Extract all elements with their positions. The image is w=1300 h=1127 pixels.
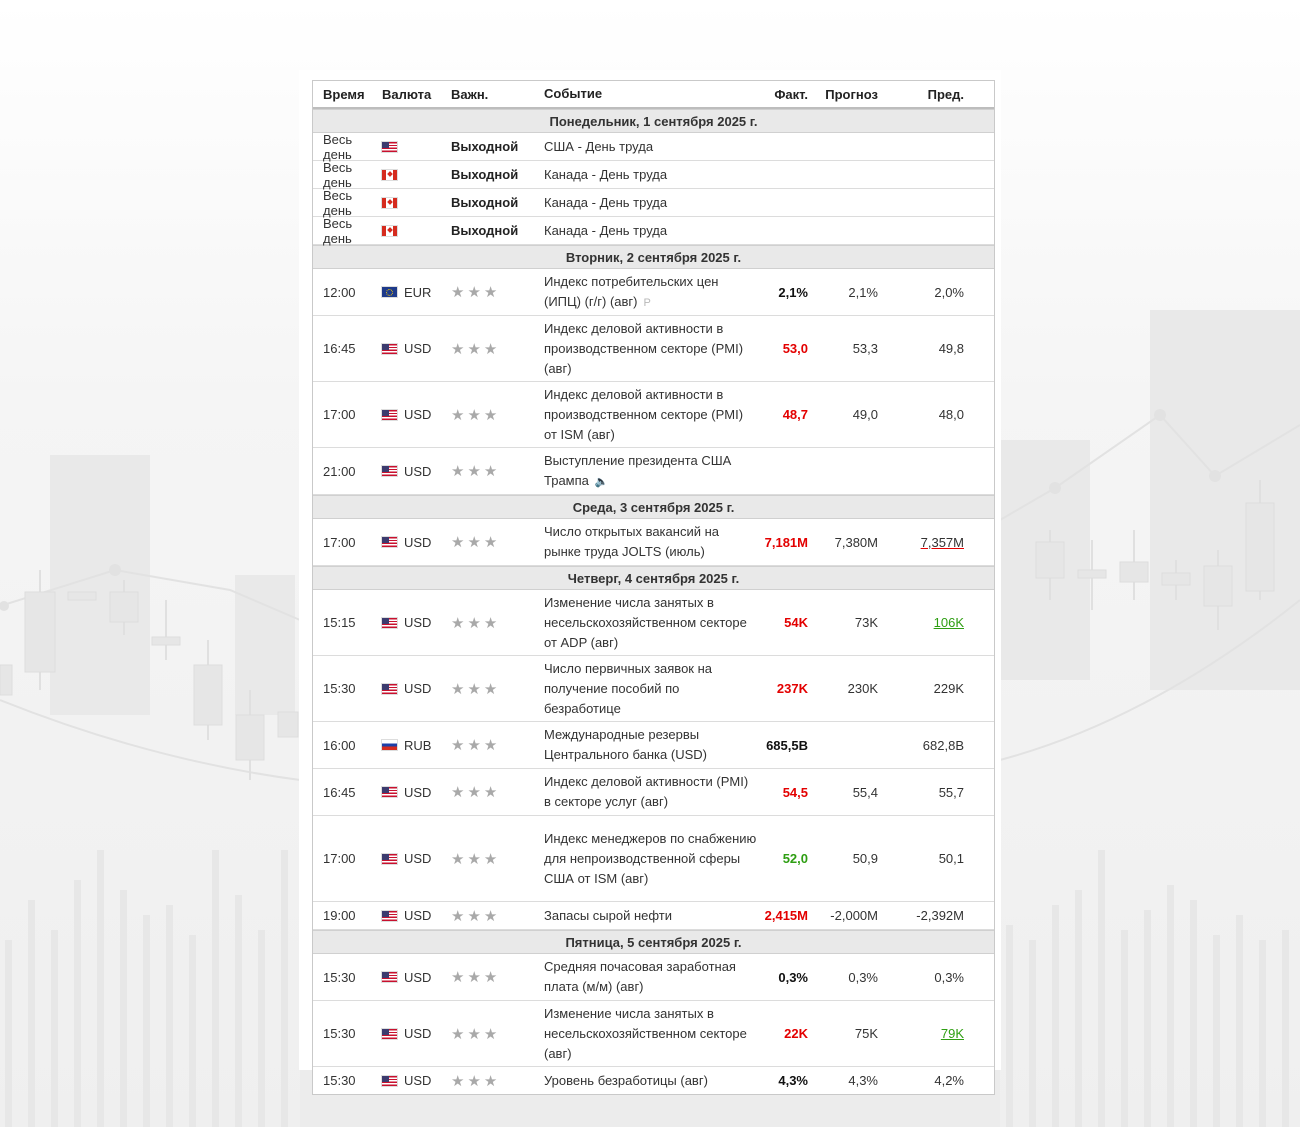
event-time: Весь день (323, 215, 353, 246)
event-currency (382, 285, 451, 300)
importance-stars (451, 340, 544, 358)
event-time: 16:00 (323, 737, 356, 753)
actual-value: 22K (784, 1026, 808, 1041)
forecast-value: 75K (854, 1026, 878, 1041)
event-name[interactable] (544, 829, 758, 889)
event-title: Уровень безработицы (авг) (544, 1072, 708, 1088)
importance-stars (451, 283, 544, 301)
event-time: 15:30 (323, 969, 356, 985)
importance-stars (451, 968, 544, 986)
flag-us-icon (382, 854, 397, 864)
event-row[interactable] (313, 448, 994, 495)
flag-us-icon (382, 1076, 397, 1086)
event-name[interactable] (544, 319, 758, 379)
event-row[interactable] (313, 269, 994, 316)
event-title: Запасы сырой нефти (544, 907, 673, 923)
previous-value: 0,3% (934, 969, 964, 985)
star-rating-icon: ★★★ (451, 1072, 501, 1090)
importance-stars (451, 406, 544, 424)
header-currency[interactable]: Валюта (382, 86, 432, 102)
day-header: Пятница, 5 сентября 2025 г. (313, 930, 994, 954)
flag-us-icon (382, 410, 397, 420)
event-name[interactable] (544, 385, 758, 445)
event-time: 15:15 (323, 615, 356, 630)
event-currency (382, 851, 451, 866)
event-title: Канада - День труда (544, 166, 668, 182)
currency-code: USD (404, 784, 432, 800)
event-title: Индекс деловой активности в производственном секторе (PMI) (авг) (544, 320, 744, 376)
event-name[interactable] (544, 165, 758, 185)
flag-us-icon (382, 142, 397, 152)
previous-value: -2,392M (916, 908, 964, 923)
currency-code: USD (404, 681, 432, 696)
event-currency (382, 341, 451, 356)
event-title: Индекс деловой активности (PMI) в секторе услуг (авг) (544, 774, 749, 809)
actual-value: 2,415M (764, 908, 808, 923)
flag-us-icon (382, 911, 397, 921)
event-row[interactable] (313, 722, 994, 769)
event-title: Изменение числа занятых в несельскохозяйственном секторе от ADP (авг) (544, 594, 747, 650)
star-rating-icon: ★★★ (451, 463, 501, 480)
event-name[interactable] (544, 906, 758, 926)
header-event[interactable]: Событие (544, 86, 603, 101)
event-time: Весь день (323, 131, 353, 162)
event-time: 12:00 (323, 284, 356, 300)
event-title: Изменение числа занятых в несельскохозяйственном секторе (авг) (544, 1005, 747, 1061)
event-row[interactable] (313, 519, 994, 566)
previous-value: 229K (933, 681, 964, 696)
event-time: Весь день (323, 159, 353, 190)
forecast-value: 230K (847, 681, 878, 696)
importance-stars (451, 783, 544, 801)
importance-stars (451, 1025, 544, 1043)
event-currency (382, 785, 451, 800)
event-title: Индекс потребительских цен (ИПЦ) (г/г) (авг) (544, 273, 719, 309)
previous-value: 4,2% (934, 1073, 964, 1088)
speaker-icon: 🔈 (594, 475, 609, 488)
day-header: Среда, 3 сентября 2025 г. (313, 495, 994, 519)
event-row[interactable] (313, 316, 994, 382)
event-name[interactable] (544, 272, 758, 313)
event-currency (382, 738, 451, 753)
header-actual[interactable]: Факт. (774, 86, 808, 102)
currency-code: USD (404, 534, 432, 550)
holiday-label: Выходной (451, 139, 519, 154)
event-name[interactable] (544, 593, 758, 653)
holiday-row[interactable] (313, 133, 994, 161)
event-title: США - День труда (544, 138, 654, 154)
star-rating-icon: ★★★ (451, 534, 501, 551)
event-name[interactable] (544, 522, 758, 562)
forecast-value: 0,3% (848, 969, 878, 985)
preliminary-icon: P (643, 296, 651, 309)
flag-us-icon (382, 684, 397, 694)
event-row[interactable] (313, 816, 994, 902)
forecast-value: 2,1% (848, 284, 878, 300)
previous-value (878, 1026, 964, 1041)
currency-code: USD (404, 908, 432, 923)
day-header: Понедельник, 1 сентября 2025 г. (313, 109, 994, 133)
star-rating-icon: ★★★ (451, 907, 501, 925)
economic-calendar-table (312, 80, 995, 1095)
header-importance[interactable]: Важн. (451, 86, 489, 102)
forecast-value: 53,3 (852, 341, 878, 356)
actual-value: 53,0 (782, 341, 808, 356)
star-rating-icon: ★★★ (451, 614, 501, 632)
day-header: Четверг, 4 сентября 2025 г. (313, 566, 994, 590)
actual-value: 54K (784, 615, 808, 630)
actual-value: 48,7 (782, 407, 808, 422)
event-row[interactable] (313, 1067, 994, 1094)
event-time: 19:00 (323, 908, 356, 923)
event-currency (382, 170, 451, 180)
holiday-row[interactable] (313, 161, 994, 189)
event-title: Международные резервы Центрального банка (USD) (544, 727, 707, 762)
flag-us-icon (382, 787, 397, 797)
holiday-row[interactable] (313, 189, 994, 217)
event-row[interactable] (313, 656, 994, 722)
forecast-value: 7,380M (834, 534, 878, 550)
star-rating-icon: ★★★ (451, 680, 501, 698)
previous-revised-value[interactable]: 7,357M (920, 534, 964, 550)
event-currency (382, 464, 451, 479)
forecast-value: 4,3% (848, 1073, 878, 1088)
actual-value: 685,5B (766, 737, 808, 753)
flag-us-icon (382, 466, 397, 476)
event-time: 21:00 (323, 463, 356, 479)
event-title: Число первичных заявок на получение пособий по безработице (544, 660, 713, 716)
event-title: Выступление президента США Трампа (544, 452, 732, 488)
previous-value: 49,8 (938, 341, 964, 356)
event-row[interactable] (313, 590, 994, 656)
forecast-value: 73K (854, 615, 878, 630)
day-header: Вторник, 2 сентября 2025 г. (313, 245, 994, 269)
holiday-label: Выходной (451, 195, 519, 210)
event-time: 16:45 (323, 784, 356, 800)
currency-code: USD (404, 407, 432, 422)
holiday-label: Выходной (451, 167, 519, 182)
flag-eu-icon (382, 287, 397, 297)
event-time: 17:00 (323, 534, 356, 550)
holiday-label: Выходной (451, 223, 519, 238)
currency-code: USD (404, 1073, 432, 1088)
actual-value: 52,0 (782, 851, 808, 866)
event-currency (382, 142, 451, 152)
table-header (313, 81, 994, 109)
header-previous[interactable]: Пред. (927, 86, 964, 102)
event-time: 17:00 (323, 851, 356, 866)
event-time: 16:45 (323, 341, 356, 356)
flag-ca-icon (382, 170, 397, 180)
event-title: Канада - День труда (544, 194, 668, 210)
event-currency (382, 681, 451, 696)
previous-value: 55,7 (938, 784, 964, 800)
previous-revised-value[interactable]: 106K (933, 615, 964, 630)
event-name[interactable] (544, 451, 758, 492)
event-title: Индекс деловой активности в производственном секторе (PMI) от ISM (авг) (544, 386, 744, 442)
event-currency (382, 1073, 451, 1088)
event-time: Весь день (323, 187, 353, 218)
flag-ca-icon (382, 226, 397, 236)
event-row[interactable] (313, 954, 994, 1001)
event-name[interactable] (544, 957, 758, 997)
event-title: Число открытых вакансий на рынке труда JOLTS (июль) (544, 524, 719, 559)
star-rating-icon: ★★★ (451, 737, 501, 754)
star-rating-icon: ★★★ (451, 406, 501, 424)
event-title: Канада - День труда (544, 222, 668, 238)
event-row[interactable] (313, 902, 994, 930)
flag-us-icon (382, 537, 397, 547)
importance-stars (451, 850, 544, 868)
event-row[interactable] (313, 382, 994, 448)
event-name[interactable] (544, 193, 758, 213)
event-name[interactable] (544, 137, 758, 157)
event-name[interactable] (544, 725, 758, 765)
event-currency (382, 407, 451, 422)
flag-ru-icon (382, 740, 397, 750)
star-rating-icon: ★★★ (451, 340, 501, 358)
star-rating-icon: ★★★ (451, 850, 501, 868)
importance-stars (451, 680, 544, 698)
currency-code: USD (404, 463, 432, 479)
table-body (313, 109, 994, 1094)
event-name[interactable] (544, 221, 758, 241)
currency-code: RUB (404, 737, 432, 753)
event-name[interactable] (544, 1004, 758, 1064)
currency-code: USD (404, 1026, 432, 1041)
previous-value: 50,1 (938, 851, 964, 866)
event-currency (382, 615, 451, 630)
forecast-value: 49,0 (852, 407, 878, 422)
currency-code: USD (404, 851, 432, 866)
star-rating-icon: ★★★ (451, 784, 501, 801)
actual-value: 237K (776, 681, 808, 696)
event-title: Индекс менеджеров по снабжению для непроизводственной сферы США от ISM (авг) (544, 830, 757, 886)
holiday-row[interactable] (313, 217, 994, 245)
previous-value (878, 535, 964, 550)
importance-stars (451, 462, 544, 480)
actual-value: 7,181M (764, 534, 808, 550)
forecast-value: 55,4 (852, 784, 878, 800)
importance-stars (451, 736, 544, 754)
previous-value: 48,0 (938, 407, 964, 422)
previous-value (878, 615, 964, 630)
event-time: 15:30 (323, 681, 356, 696)
event-title: Средняя почасовая заработная плата (м/м) (авг) (544, 959, 736, 994)
header-time[interactable]: Время (323, 86, 365, 102)
actual-value: 0,3% (778, 969, 808, 985)
event-name[interactable] (544, 1071, 758, 1091)
star-rating-icon: ★★★ (451, 284, 501, 301)
flag-us-icon (382, 618, 397, 628)
flag-us-icon (382, 344, 397, 354)
event-currency (382, 226, 451, 236)
forecast-value: 50,9 (852, 851, 878, 866)
event-row[interactable] (313, 1001, 994, 1067)
flag-ca-icon (382, 198, 397, 208)
actual-value: 4,3% (778, 1073, 808, 1088)
event-time: 17:00 (323, 407, 356, 422)
event-currency (382, 535, 451, 550)
actual-value: 2,1% (778, 284, 808, 300)
previous-value: 682,8B (922, 737, 964, 753)
previous-revised-value[interactable]: 79K (940, 1026, 964, 1041)
currency-code: USD (404, 341, 432, 356)
currency-code: EUR (404, 284, 432, 300)
currency-code: USD (404, 969, 432, 985)
currency-code: USD (404, 615, 432, 630)
event-time: 15:30 (323, 1026, 356, 1041)
event-name[interactable] (544, 659, 758, 719)
importance-stars (451, 1072, 544, 1090)
event-currency (382, 908, 451, 923)
event-currency (382, 1026, 451, 1041)
flag-us-icon (382, 1029, 397, 1039)
star-rating-icon: ★★★ (451, 969, 501, 986)
actual-value: 54,5 (782, 784, 808, 800)
event-currency (382, 970, 451, 985)
event-time: 15:30 (323, 1073, 356, 1088)
event-name[interactable] (544, 772, 758, 812)
importance-stars (451, 533, 544, 551)
header-forecast[interactable]: Прогноз (825, 86, 878, 102)
event-row[interactable] (313, 769, 994, 816)
previous-value: 2,0% (934, 284, 964, 300)
event-currency (382, 198, 451, 208)
importance-stars (451, 614, 544, 632)
importance-stars (451, 907, 544, 925)
star-rating-icon: ★★★ (451, 1025, 501, 1043)
flag-us-icon (382, 972, 397, 982)
forecast-value: -2,000M (830, 908, 878, 923)
